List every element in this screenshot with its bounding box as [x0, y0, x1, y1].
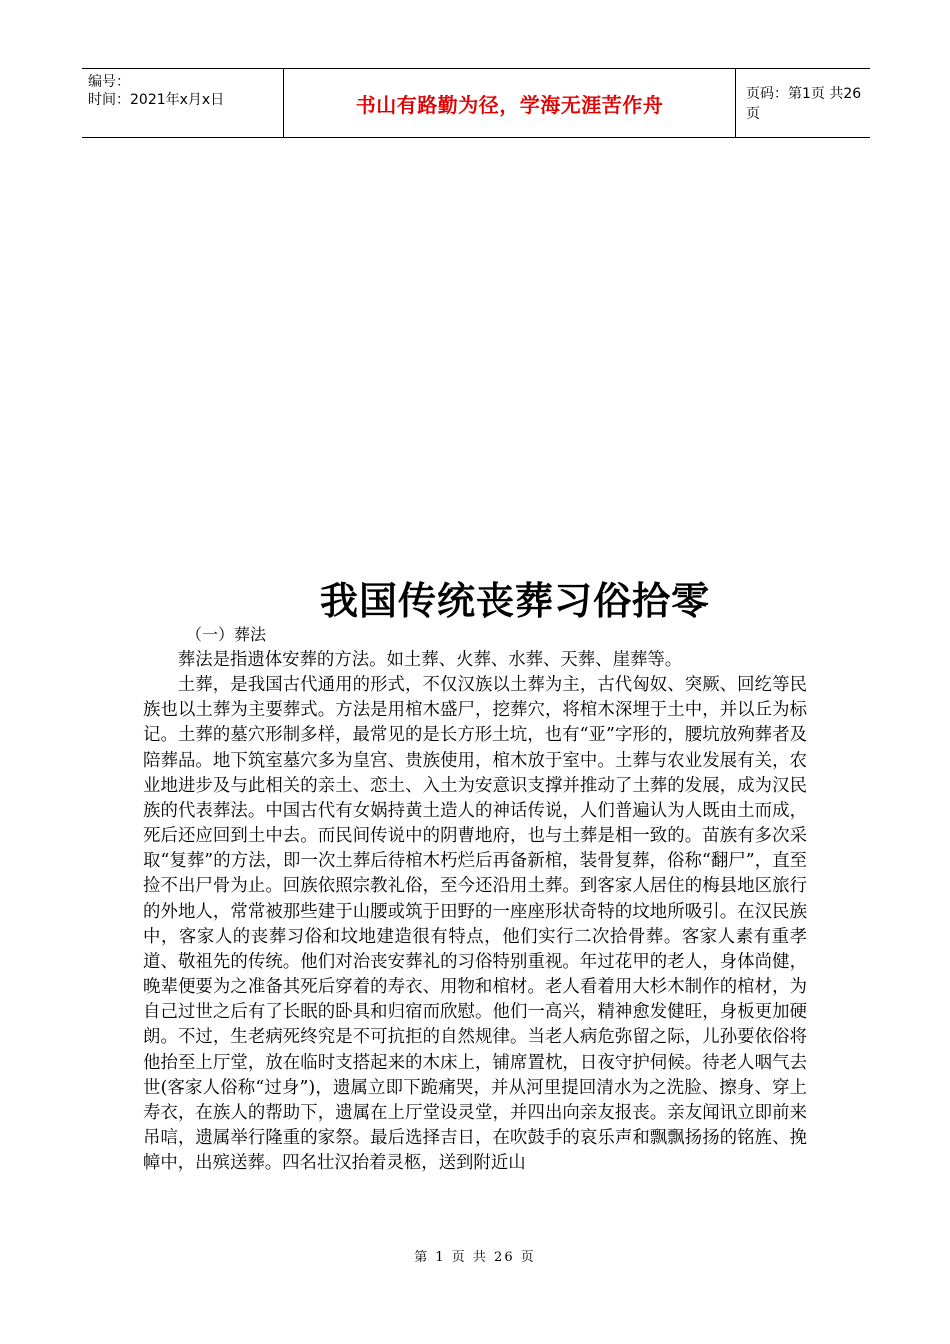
- paragraph: 葬法是指遗体安葬的方法。如土葬、火葬、水葬、天葬、崖葬等。: [177, 650, 683, 670]
- paragraph: 土葬，是我国古代通用的形式，不仅汉族以土葬为主，古代匈奴、突厥、回纥等民族也以土葬为主要葬式。方法是用棺木盛尸，挖葬穴，将棺木深埋于土中，并以丘为标记。土葬的墓穴形制多样，最常见的是长方形土坑，也有“亚”字形的，腰坑放殉葬者及陪葬品。地下筑室墓穴多为皇宫、贵族使用，棺木放于室中。土葬与农业发展有关，农业地进步及与此相关的亲土、恋土、入土为安意识支撑并推动了土葬的发展，成为汉民族的代表葬法。中国古代有女娲持黄土造人的神话传说，人们普遍认为人既由土而成，死后还应回到土中去。而民间传说中的阴曹地府，也与土葬是相一致的。苗族有多次采取“复葬”的方法，即一次土葬后待棺木朽烂后再备新棺，装骨复葬，俗称“翻尸”，直至捡不出尸骨为止。回族依照宗教礼俗，至今还沿用土葬。到客家人居住的梅县地区旅行的外地人，常常被那些建于山腰或筑于田野的一座座形状奇特的坟地所吸引。在汉民族中，客家人的丧葬习俗和坟地建造很有特点，他们实行二次拾骨葬。客家人素有重孝道、敬祖先的传统。他们对治丧安葬礼的习俗特别重视。年过花甲的老人，身体尚健，晚辈便要为之准备其死后穿着的寿衣、用物和棺材。老人看着用大杉木制作的棺材，为自己过世之后有了长眠的卧具和归宿而欣慰。他们一高兴，精神愈发健旺，身板更加硬朗。不过，生老病死终究是不可抗拒的自然规律。当老人病危弥留之际，儿孙要依俗将他抬至上厅堂，放在临时支搭起来的木床上，铺席置枕，日夜守护伺候。待老人咽气去世(客家人俗称“过身”)，遗属立即下跪痛哭，并从河里提回清水为之洗脸、擦身、穿上寿衣，在族人的帮助下，遗属在上厅堂设灵堂，并四出向亲友报丧。亲友闻讯立即前来吊唁，遗属举行隆重的家祭。最后选择吉日，在吹鼓手的哀乐声和飘飘扬扬的铭旌、挽幛中，出殡送葬。四名壮汉抬着灵柩，送到附近山: [143, 675, 807, 1174]
- page-footer: 第 1 页 共 26 页: [414, 1250, 536, 1265]
- header-meta-cell: [82, 69, 284, 137]
- section-heading: （一）葬法: [186, 625, 267, 644]
- body-text: [143, 648, 807, 1176]
- page-info: 页码：第1页 共26页: [746, 86, 862, 122]
- document-header: [82, 68, 870, 138]
- header-motto-cell: [284, 69, 736, 137]
- page-title: 我国传统丧葬习俗拾零: [319, 579, 710, 623]
- number-label: 编号：: [88, 74, 130, 90]
- header-page-cell: [736, 69, 870, 137]
- motto-text: 书山有路勤为径，学海无涯苦作舟: [355, 92, 664, 117]
- time-label: 时间：2021年x月x日: [88, 92, 225, 108]
